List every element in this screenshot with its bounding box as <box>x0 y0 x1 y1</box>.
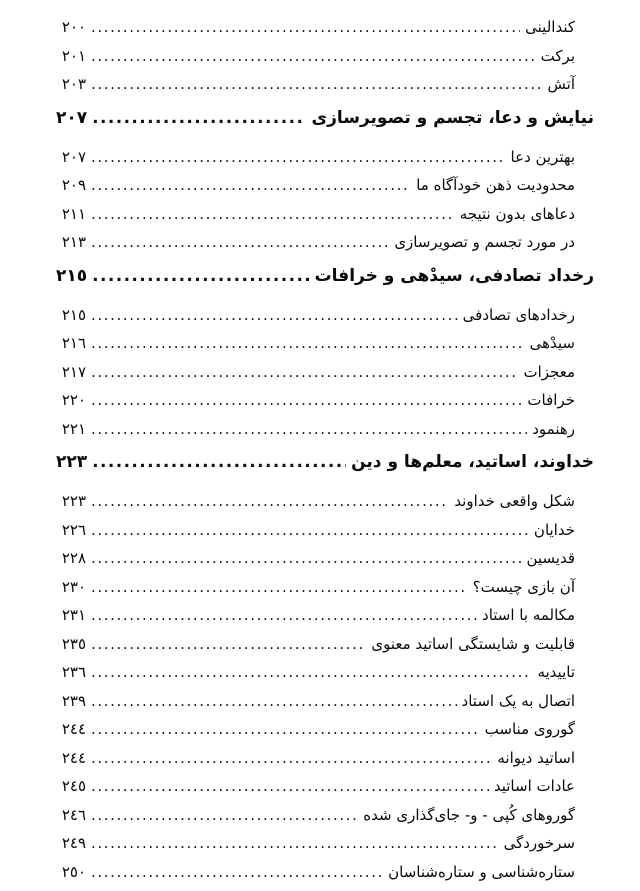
toc-entry-row <box>56 42 594 71</box>
entry-title: عادات اساتید <box>493 777 575 795</box>
entry-title: قابلیت و شایستگی اساتید معنوی <box>371 634 575 653</box>
entry-page-number: ٢٢٨ <box>61 549 86 567</box>
toc-entry-row <box>56 13 594 42</box>
dot-leader <box>91 516 529 545</box>
heading-title: رخداد تصادفی، سیدْهی و خرافات <box>314 265 594 286</box>
dot-leader <box>92 447 346 477</box>
entry-title: خرافات <box>527 391 575 409</box>
entry-page-number: ٢٢٦ <box>61 520 86 539</box>
dot-leader <box>91 658 532 687</box>
toc-entry-row <box>56 744 594 773</box>
entry-page-number: ٢٣٩ <box>61 691 86 710</box>
toc-entry-row <box>56 228 594 257</box>
dot-leader <box>91 715 480 744</box>
entry-page-number: ٢٣١ <box>61 606 86 624</box>
toc-entry-row <box>56 687 594 716</box>
dot-leader <box>91 630 366 659</box>
entry-page-number: ٢١١ <box>61 204 86 223</box>
dot-leader <box>91 772 489 801</box>
toc-entry-row <box>56 171 594 200</box>
dot-leader <box>91 228 389 257</box>
dot-leader <box>91 801 358 830</box>
entry-page-number: ٢٤٥ <box>61 777 86 795</box>
dot-leader <box>91 544 521 573</box>
heading-page-number: ٢٢٣ <box>56 452 88 472</box>
entry-title: کندالینی <box>525 18 575 36</box>
dot-leader <box>91 13 520 42</box>
entry-page-number: ٢١٦ <box>61 334 86 352</box>
toc-entry-row <box>56 143 594 172</box>
dot-leader <box>91 487 449 516</box>
entry-page-number: ٢٤٤ <box>61 720 86 738</box>
entry-page-number: ٢٠٣ <box>61 75 86 93</box>
dot-leader <box>91 42 536 71</box>
entry-title: اتصال به یک استاد <box>461 691 575 710</box>
entry-page-number: ٢١٣ <box>61 233 86 251</box>
dot-leader <box>91 329 525 358</box>
toc-entry-row <box>56 658 594 687</box>
entry-title: بهترین دعا <box>510 147 575 166</box>
entry-page-number: ٢١٥ <box>61 305 86 324</box>
heading-page-number: ٢١٥ <box>56 265 88 286</box>
dot-leader <box>91 829 499 858</box>
toc-entry-row <box>56 516 594 545</box>
entry-title: رهنمود <box>532 419 575 438</box>
dot-leader <box>91 358 518 387</box>
entry-page-number: ٢٢٣ <box>61 492 86 510</box>
dot-leader <box>91 200 455 229</box>
dot-leader <box>92 261 309 291</box>
dot-leader <box>91 858 383 887</box>
toc-entry-row <box>56 301 594 330</box>
entry-title: تاییدیه <box>537 663 575 681</box>
entry-title: اساتید دیوانه <box>497 748 575 767</box>
entry-page-number: ٢٣٠ <box>61 577 86 596</box>
heading-title: خداوند، اساتید، معلم‌ها و دین <box>351 452 594 472</box>
toc-entry-row <box>56 386 594 415</box>
dot-leader <box>91 386 522 415</box>
toc-heading-row <box>56 261 594 291</box>
toc-entry-row <box>56 715 594 744</box>
entry-title: برکت <box>540 46 575 65</box>
toc-entry-row <box>56 829 594 858</box>
entry-title: آتش <box>547 75 575 93</box>
entry-page-number: ٢٤٩ <box>61 834 86 852</box>
entry-title: خدایان <box>533 520 575 539</box>
entry-page-number: ٢٤٤ <box>61 748 86 767</box>
entry-page-number: ٢٢١ <box>61 419 86 438</box>
entry-title: دعاهای بدون نتیجه <box>459 204 575 223</box>
dot-leader <box>91 171 411 200</box>
dot-leader <box>92 103 306 133</box>
entry-page-number: ٢٠٩ <box>61 176 86 194</box>
entry-page-number: ٢٣٦ <box>61 663 86 681</box>
toc-entry-row <box>56 573 594 602</box>
entry-title: قدیسین <box>526 549 575 567</box>
toc-entry-row <box>56 601 594 630</box>
entry-title: گوروهای کُپی - و- جای‌گذاری شده <box>363 805 575 824</box>
entry-page-number: ٢٠٠ <box>61 18 86 36</box>
entry-title: سرخوردگی <box>503 834 575 852</box>
toc-entry-row <box>56 358 594 387</box>
toc-entry-row <box>56 200 594 229</box>
heading-title: نیایش و دعا، تجسم و تصویرسازی <box>311 107 594 128</box>
dot-leader <box>91 601 477 630</box>
dot-leader <box>91 301 458 330</box>
entry-page-number: ٢٠٧ <box>61 147 86 166</box>
entry-title: معجزات <box>523 362 575 381</box>
toc-entry-row <box>56 487 594 516</box>
dot-leader <box>91 415 527 444</box>
toc-entry-row <box>56 858 594 887</box>
entry-title: سیدْهی <box>529 334 575 352</box>
dot-leader <box>91 70 543 99</box>
dot-leader <box>91 744 492 773</box>
entry-title: آن بازی چیست؟ <box>472 577 575 596</box>
toc-entry-row <box>56 772 594 801</box>
toc-entry-row <box>56 544 594 573</box>
toc-entry-row <box>56 329 594 358</box>
entry-page-number: ٢٣٥ <box>61 634 86 653</box>
entry-page-number: ٢٢٠ <box>61 391 86 409</box>
toc-heading-row <box>56 103 594 133</box>
entry-title: محدودیت ذهن خودآگاه ما <box>416 176 575 194</box>
toc-entry-row <box>56 70 594 99</box>
entry-page-number: ٢٠١ <box>61 46 86 65</box>
dot-leader <box>91 573 468 602</box>
dot-leader <box>91 687 457 716</box>
toc-heading-row <box>56 447 594 477</box>
entry-title: در مورد تجسم و تصویرسازی <box>394 233 575 251</box>
toc-entry-row <box>56 630 594 659</box>
heading-page-number: ٢٠٧ <box>56 107 88 128</box>
entry-page-number: ٢١٧ <box>61 362 86 381</box>
toc-entry-row <box>56 801 594 830</box>
entry-title: ستاره‌شناسی و ستاره‌شناسان <box>388 862 575 881</box>
entry-page-number: ٢٤٦ <box>61 805 86 824</box>
entry-title: شکل واقعی خداوند <box>454 492 575 510</box>
entry-title: مکالمه با استاد <box>482 606 575 624</box>
dot-leader <box>91 143 506 172</box>
entry-title: گوروی مناسب <box>484 720 575 738</box>
toc-entry-row <box>56 415 594 444</box>
entry-page-number: ٢٥٠ <box>61 862 86 881</box>
entry-title: رخدادهای تصادفی <box>462 305 575 324</box>
